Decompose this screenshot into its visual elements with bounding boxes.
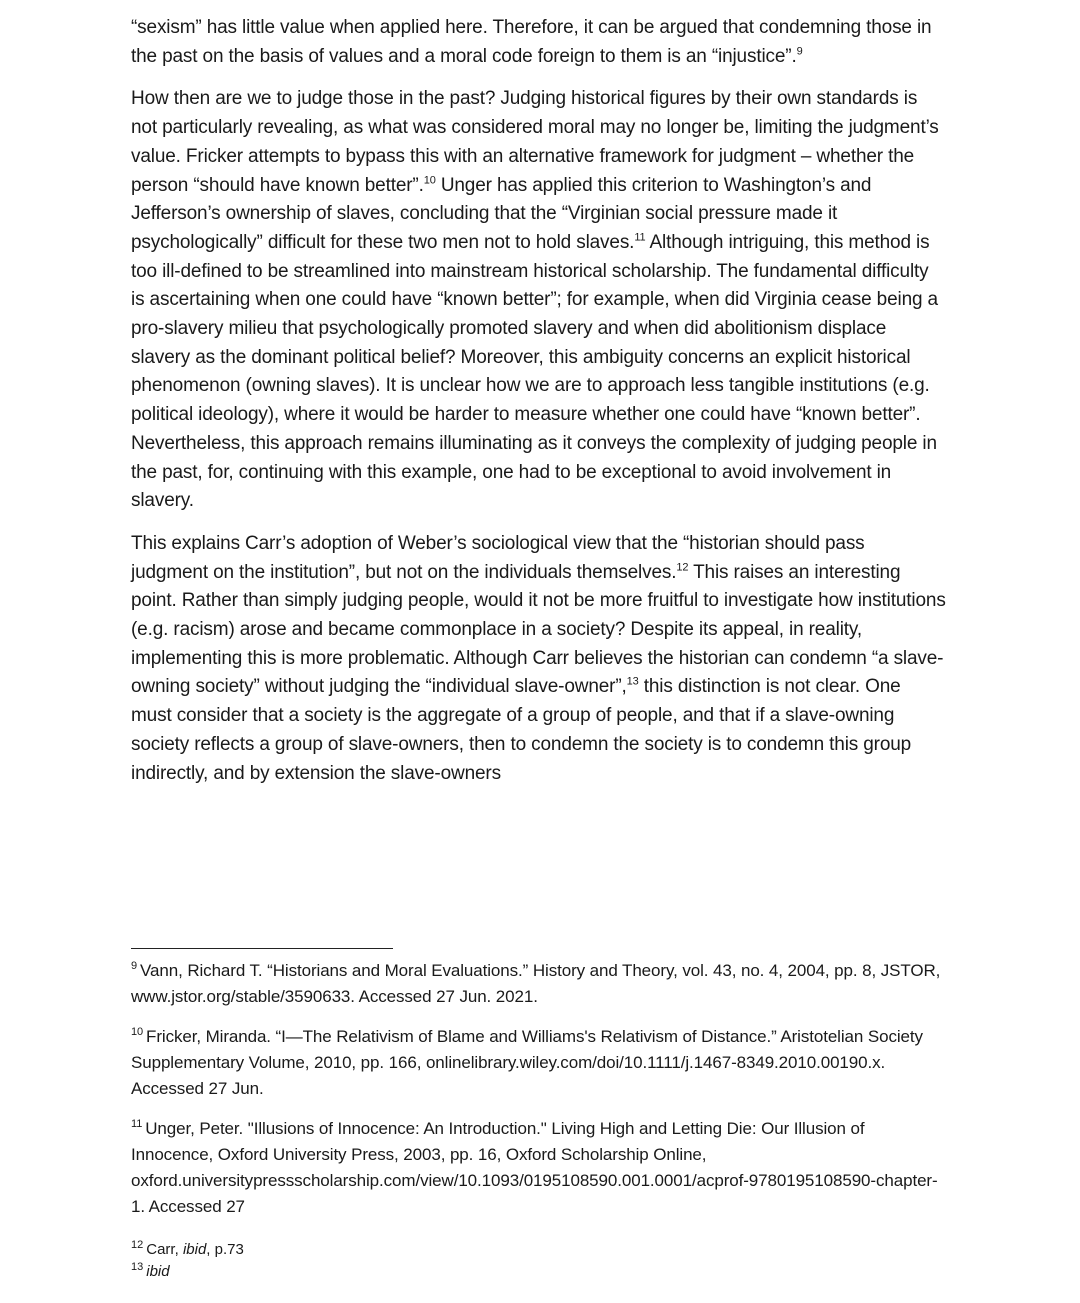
- footnote-mark: 10: [131, 1026, 144, 1039]
- footnotes: [131, 958, 946, 1234]
- paragraph-2-text-c: Although intriguing, this method is too ill-defined to be streamlined into mainstream historical scholarship. The fundamental difficulty is ascertaining when one could have “known better”; for example, when did Virginia cease being a pro-slavery milieu that psychologically promoted slavery and when did abolitionism displace slavery as the dominant political belief? Moreover, this ambiguity concerns an explicit historical phenomenon (owning slaves). It is unclear how we are to approach less tangible institutions (e.g. political ideology), where it would be harder to measure whether one could have “known better”. Nevertheless, this approach remains illuminating as it conveys the complexity of judging people in the past, for, continuing with this example, one had to be exceptional to avoid involvement in slavery.: [131, 231, 938, 512]
- paragraph-3: [131, 530, 946, 788]
- footnote-12: [131, 1239, 946, 1261]
- footnote-text: Fricker, Miranda. “I—The Relativism of Blame and Williams's Relativism of Distance.” Aristotelian Society Supplementary Volume, 2010, pp. 166, onlinelibrary.wiley.com/doi/10.1111/j.1467-8349.2010.00190.x. Accessed 27 Jun.: [131, 1027, 923, 1098]
- footnote-separator: [131, 948, 393, 949]
- paragraph-3-text-c: this distinction is not clear. One must consider that a society is the aggregate of a group of people, and that if a slave-owning society reflects a group of slave-owners, then to condemn the society is to condemn this group indirectly, and by extension the slave-owners: [131, 676, 912, 784]
- footnote-mark: 12: [131, 1239, 144, 1251]
- footnote-text-italic: ibid: [146, 1263, 170, 1280]
- paragraph-2-text-b: Unger has applied this criterion to Washington’s and Jefferson’s ownership of slaves, concluding that the “Virginian social pressure made it psychologically” difficult for these two men not to hold slaves.: [131, 174, 872, 253]
- paragraph-2: [131, 85, 946, 516]
- paragraph-1-text: “sexism” has little value when applied here. Therefore, it can be argued that condemning those in the past on the basis of values and a moral code foreign to them is an “injustice”.: [131, 17, 932, 67]
- footnotes-short: [131, 1239, 946, 1283]
- footnote-text: Vann, Richard T. “Historians and Moral Evaluations.” History and Theory, vol. 43, no. 4, 2004, pp. 8, JSTOR, www.jstor.org/stable/3590633. Accessed 27 Jun. 2021.: [131, 961, 941, 1006]
- paragraph-1: [131, 14, 946, 71]
- footnote-text: Carr,: [146, 1241, 183, 1258]
- footnote-13: [131, 1261, 946, 1283]
- footnote-mark: 9: [131, 960, 138, 973]
- footnote-10: [131, 1024, 946, 1102]
- paragraph-3-text-b: This raises an interesting point. Rather than simply judging people, would it not be more fruitful to investigate how institutions (e.g. racism) arose and became commonplace in a society? Despite its appeal, in reality, implementing this is more problematic. Although Carr believes the historian can condemn “a slave-owning society” without judging the “individual slave-owner”,: [131, 561, 946, 698]
- footnote-text: , p.73: [206, 1241, 244, 1258]
- footnote-ref-9[interactable]: 9: [796, 45, 803, 58]
- footnote-11: [131, 1116, 946, 1220]
- footnote-ref-10[interactable]: 10: [423, 174, 436, 187]
- footnote-text-italic: ibid: [182, 1241, 207, 1258]
- footnote-9: [131, 958, 946, 1010]
- footnote-mark: 13: [131, 1261, 144, 1273]
- footnote-ref-12[interactable]: 12: [676, 561, 689, 574]
- document-body: [131, 14, 946, 802]
- footnote-text: Unger, Peter. "Illusions of Innocence: An Introduction." Living High and Letting Die: Our Illusion of Innocence, Oxford University Press, 2003, pp. 16, Oxford Scholarship Online, oxford.universitypressscholarship.com/view/10.1093/0195108590.001.0001/acprof-9780195108590-chapter-1. Accessed 27: [131, 1119, 938, 1216]
- footnote-ref-13[interactable]: 13: [626, 676, 639, 689]
- paragraph-2-text-a: How then are we to judge those in the past? Judging historical figures by their own standards is not particularly revealing, as what was considered moral may no longer be, limiting the judgment’s value. Fricker attempts to bypass this with an alternative framework for judgment – whether the person “should have known better”.: [131, 88, 939, 196]
- footnote-mark: 11: [131, 1118, 143, 1131]
- paragraph-3-text-a: This explains Carr’s adoption of Weber’s sociological view that the “historian should pass judgment on the institution”, but not on the individuals themselves.: [131, 532, 865, 583]
- footnote-ref-11[interactable]: 11: [634, 231, 646, 244]
